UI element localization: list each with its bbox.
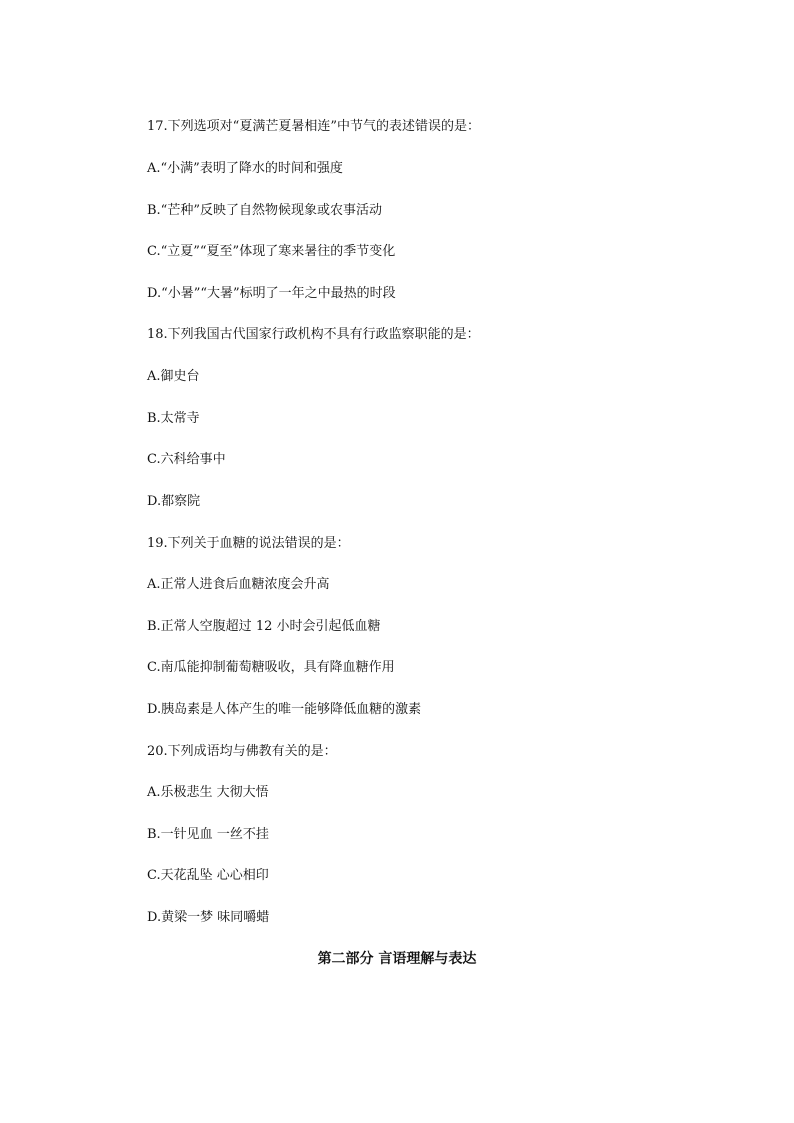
question-17-stem: 17.下列选项对“夏满芒夏暑相连”中节气的表述错误的是：: [147, 119, 480, 134]
question-19-option-c: C.南瓜能抑制葡萄糖吸收，具有降血糖作用: [147, 660, 395, 675]
question-20-option-a: A.乐极悲生 大彻大悟: [147, 785, 269, 800]
question-17-option-b: B.“芒种”反映了自然物候现象或农事活动: [147, 203, 382, 218]
section-title: 第二部分 言语理解与表达: [317, 951, 477, 967]
question-18-option-a: A.御史台: [147, 369, 200, 384]
question-19-stem: 19.下列关于血糖的说法错误的是：: [147, 536, 350, 551]
question-17-option-a: A.“小满”表明了降水的时间和强度: [147, 161, 343, 176]
question-20-option-d: D.黄梁一梦 味同嚼蜡: [147, 910, 270, 925]
question-20-option-b: B.一针见血 一丝不挂: [147, 827, 269, 842]
question-19-option-a: A.正常人进食后血糖浓度会升高: [147, 577, 330, 592]
question-18-option-b: B.太常寺: [147, 411, 200, 426]
question-17-option-c: C.“立夏”“夏至”体现了寒来暑往的季节变化: [147, 244, 396, 259]
question-20-stem: 20.下列成语均与佛教有关的是：: [147, 744, 337, 759]
question-17-option-d: D.“小暑”“大暑”标明了一年之中最热的时段: [147, 286, 396, 301]
question-18-option-d: D.都察院: [147, 494, 201, 509]
question-20-option-c: C.天花乱坠 心心相印: [147, 868, 269, 883]
question-19-option-b: B.正常人空腹超过 12 小时会引起低血糖: [147, 619, 381, 634]
question-18-stem: 18.下列我国古代国家行政机构不具有行政监察职能的是：: [147, 327, 480, 342]
question-18-option-c: C.六科给事中: [147, 452, 226, 467]
question-19-option-d: D.胰岛素是人体产生的唯一能够降低血糖的激素: [147, 702, 422, 717]
